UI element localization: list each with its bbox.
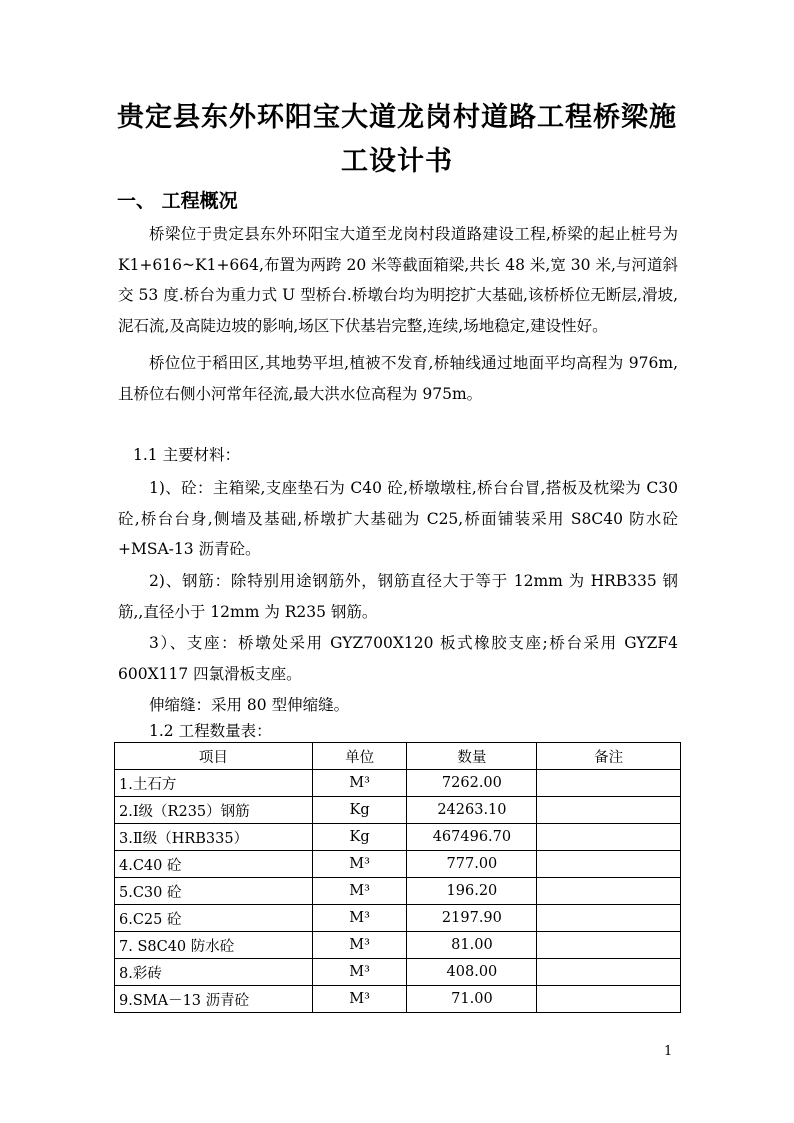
material-item-bearing: 3）、支座：桥墩处采用 GYZ700X120 板式橡胶支座;桥台采用 GYZF4 600X117 四氯滑板支座。 — [118, 634, 678, 683]
table-cell-item: 2.Ⅰ级（R235）钢筋 — [115, 797, 313, 824]
material-item-concrete: 1)、砼：主箱梁,支座垫石为 C40 砼,桥墩墩柱,桥台台冒,搭板及枕梁为 C30 砼,桥台台身,侧墙及基础,桥墩扩大基础为 C25,桥面铺装采用 S8C40 防水砼+MSA-13 沥青砼。 — [118, 479, 678, 558]
table-cell-remarks — [537, 905, 681, 932]
table-cell-item: 1.土石方 — [115, 770, 313, 797]
table-cell-quantity: 408.00 — [407, 959, 537, 986]
table-cell-quantity: 196.20 — [407, 878, 537, 905]
overview-paragraph-2: 桥位位于稻田区,其地势平坦,植被不发育,桥轴线通过地面平均高程为 976m,且桥位右侧小河常年径流,最大洪水位高程为 975m。 — [118, 354, 678, 403]
document-title-line1: 贵定县东外环阳宝大道龙岗村道路工程桥梁施 — [117, 102, 677, 133]
table-cell-remarks — [537, 851, 681, 878]
table-row — [115, 986, 681, 1013]
table-row — [115, 932, 681, 959]
table-cell-remarks — [537, 959, 681, 986]
table-cell-quantity: 71.00 — [407, 986, 537, 1013]
materials-heading: 1.1 主要材料： — [133, 446, 241, 464]
material-item-rebar: 2)、钢筋：除特别用途钢筋外，钢筋直径大于等于 12mm 为 HRB335 钢筋,,直径小于 12mm 为 R235 钢筋。 — [118, 572, 678, 621]
overview-paragraph-1: 桥梁位于贵定县东外环阳宝大道至龙岗村段道路建设工程,桥梁的起止桩号为 K1+616~K1+664,布置为两跨 20 米等截面箱梁,共长 48 米,宽 30 米,与河道斜交 53 度.桥台为重力式 U 型桥台.桥墩台均为明挖扩大基础,该桥桥位无断层,滑坡,泥石流,及高陡边坡的影响,场区下伏基岩完整,连续,场地稳定,建设性好。 — [118, 225, 678, 335]
table-row — [115, 770, 681, 797]
table-cell-item: 6.C25 砼 — [115, 905, 313, 932]
quantity-table-header-row — [115, 743, 681, 770]
document-title-line2: 工设计书 — [341, 146, 453, 177]
table-row — [115, 959, 681, 986]
table-cell-quantity: 24263.10 — [407, 797, 537, 824]
table-cell-unit: M³ — [312, 770, 407, 797]
table-cell-remarks — [537, 770, 681, 797]
quantity-table — [114, 742, 681, 1013]
table-cell-remarks — [537, 932, 681, 959]
page-number: 1 — [664, 1044, 673, 1059]
table-cell-remarks — [537, 824, 681, 851]
table-cell-quantity: 777.00 — [407, 851, 537, 878]
table-row — [115, 797, 681, 824]
table-cell-quantity: 81.00 — [407, 932, 537, 959]
table-cell-unit: Kg — [312, 797, 407, 824]
table-cell-quantity: 2197.90 — [407, 905, 537, 932]
table-row — [115, 824, 681, 851]
table-cell-unit: M³ — [312, 986, 407, 1013]
table-cell-remarks — [537, 878, 681, 905]
column-header-unit: 单位 — [312, 743, 407, 770]
column-header-quantity: 数量 — [407, 743, 537, 770]
column-header-remarks: 备注 — [537, 743, 681, 770]
table-row — [115, 851, 681, 878]
table-cell-remarks — [537, 797, 681, 824]
quantity-table-heading: 1.2 工程数量表： — [149, 722, 272, 740]
table-cell-item: 4.C40 砼 — [115, 851, 313, 878]
table-cell-item: 3.Ⅱ级（HRB335） — [115, 824, 313, 851]
table-cell-unit: M³ — [312, 959, 407, 986]
column-header-item: 项目 — [115, 743, 313, 770]
table-cell-quantity: 7262.00 — [407, 770, 537, 797]
material-item-expansion-joint: 伸缩缝：采用 80 型伸缩缝。 — [149, 696, 350, 714]
table-cell-item: 7. S8C40 防水砼 — [115, 932, 313, 959]
table-cell-unit: M³ — [312, 905, 407, 932]
table-row — [115, 905, 681, 932]
table-cell-item: 8.彩砖 — [115, 959, 313, 986]
table-cell-quantity: 467496.70 — [407, 824, 537, 851]
table-cell-unit: M³ — [312, 932, 407, 959]
table-cell-remarks — [537, 986, 681, 1013]
table-cell-unit: M³ — [312, 878, 407, 905]
table-row — [115, 878, 681, 905]
table-cell-unit: Kg — [312, 824, 407, 851]
table-cell-item: 9.SMA－13 沥青砼 — [115, 986, 313, 1013]
section-heading-overview: 一、 工程概况 — [117, 190, 238, 212]
table-cell-unit: M³ — [312, 851, 407, 878]
table-cell-item: 5.C30 砼 — [115, 878, 313, 905]
